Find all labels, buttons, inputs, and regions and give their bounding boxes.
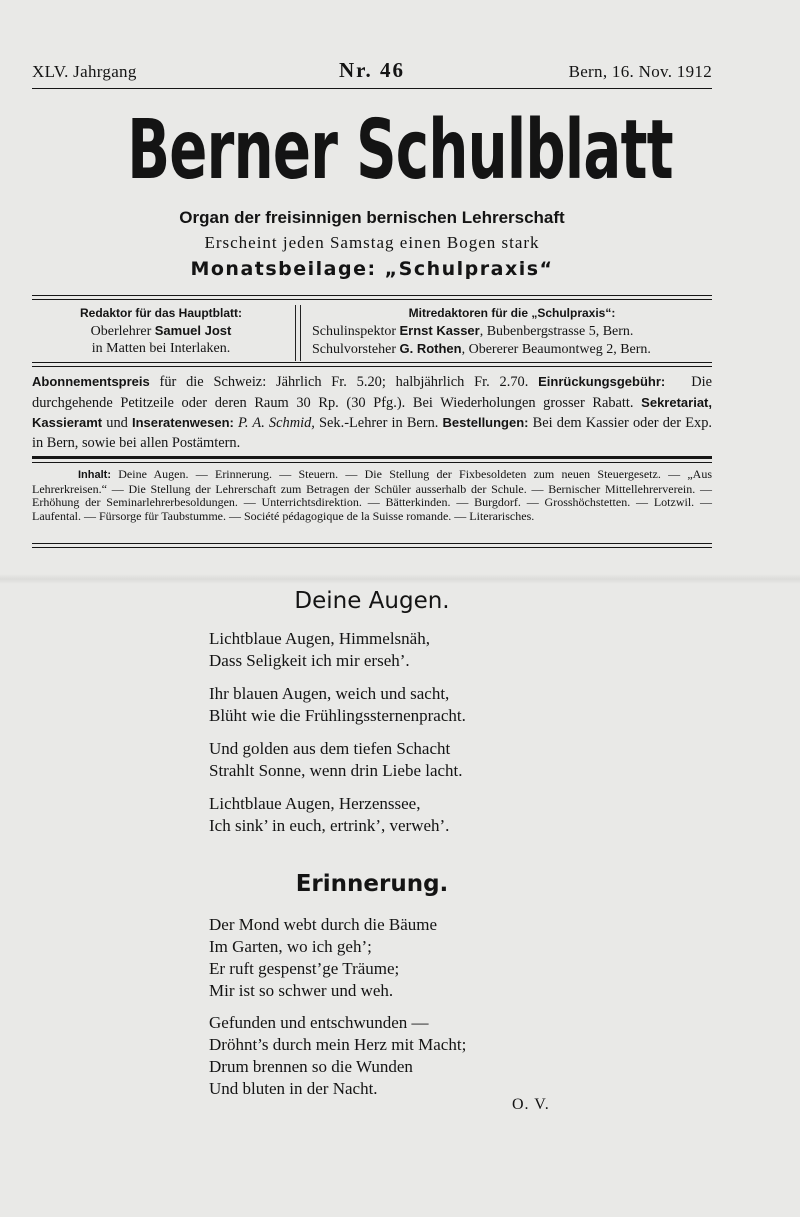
poem1-stanza	[209, 683, 589, 727]
subscription-price-text: für die Schweiz: Jährlich Fr. 5.20; halbjährlich Fr. 2.70.	[149, 374, 539, 390]
secretariat-join: und	[102, 415, 132, 431]
poem-line: Ihr blauen Augen, weich und sacht,	[209, 684, 450, 703]
poem2-stanza	[209, 914, 589, 1002]
poem-title-deine-augen: Deine Augen.	[294, 588, 450, 614]
editors-top-rule-2	[32, 299, 712, 300]
poem-line: Ich sink’ in euch, ertrink’, verweh’.	[209, 816, 450, 835]
masthead-rule	[32, 88, 712, 89]
editors-box	[32, 305, 712, 359]
subtitle-schedule: Erscheint jeden Samstag einen Bogen stark	[204, 233, 540, 252]
chief-editor-title: Oberlehrer	[90, 324, 155, 339]
poem1-stanza	[209, 793, 589, 837]
orders-text: Bei dem Kassier oder der Exp. in Bern, sowie bei allen Postämtern.	[32, 415, 712, 451]
poem-line: Strahlt Sonne, wenn drin Liebe lacht.	[209, 761, 463, 780]
poem1-stanza	[209, 628, 589, 672]
co-editor-1-address: , Bubenbergstrasse 5, Bern.	[479, 324, 634, 339]
paper-fold	[0, 574, 800, 584]
contents-bottom-rule-2	[32, 547, 712, 548]
chief-editor-name-line	[32, 322, 290, 340]
poem-line: Dröhnt’s durch mein Herz mit Macht;	[209, 1035, 467, 1054]
co-editors-heading: Mitredaktoren für die „Schulpraxis“:	[408, 306, 616, 320]
co-editor-1	[312, 322, 712, 340]
subtitle-supplement: Monatsbeilage: „Schulpraxis“	[190, 258, 554, 280]
issue-number: Nr. 46	[338, 58, 406, 82]
poem-line: Drum brennen so die Wunden	[209, 1057, 413, 1076]
poem-line: Er ruft gespenst’ge Träume;	[209, 959, 400, 978]
editors-bottom-rule-2	[32, 366, 712, 367]
subscription-info	[32, 372, 712, 453]
place-date: Bern, 16. Nov. 1912	[568, 62, 712, 81]
masthead-top-line	[32, 58, 712, 84]
poem-line: Im Garten, wo ich geh’;	[209, 937, 372, 956]
chief-editor	[32, 305, 290, 357]
co-editor-2-address: , Obererer Beaumontweg 2, Bern.	[461, 342, 651, 357]
advertising-label: Inseratenwesen:	[131, 415, 234, 430]
poem-line: Lichtblaue Augen, Himmelsnäh,	[209, 629, 430, 648]
poem-line: Und golden aus dem tiefen Schacht	[209, 739, 451, 758]
contents-text: Deine Augen. — Erinnerung. — Steuern. — Die Stellung der Fixbesoldeten zum neuen Steuergesetz. — „Aus Lehrerkreisen.“ — Die Stellung der Lehrerschaft zum Betragen der Schüler ausserhalb der Schule. — Bernischer Mittellehrerverein. — Erhöhung der Seminarlehrerbesoldungen. — Unterrichtsdirektion. — Bätterkinden. — Burgdorf. — Grosshöchstetten. — Lotzwil. — Laufental. — Fürsorge für Taubstumme. — Société pédagogique de la Suisse romande. — Literarisches.	[32, 467, 712, 523]
co-editor-1-name: Ernst Kasser	[399, 323, 480, 338]
insertion-fee-text: Die durchgehende Petitzeile oder deren Raum 30 Rp. (30 Pfg.). Bei Wiederholungen grosser Rabatt.	[32, 374, 712, 411]
poem-line: Der Mond webt durch die Bäume	[209, 915, 438, 934]
editors-bottom-rule	[32, 362, 712, 363]
chief-editor-heading: Redaktor für das Hauptblatt:	[79, 306, 242, 320]
poem2-stanza	[209, 1012, 589, 1100]
co-editor-2	[312, 340, 712, 358]
table-of-contents	[32, 468, 712, 523]
advertising-contact: P. A. Schmid,	[238, 415, 315, 431]
poem1-stanza	[209, 738, 589, 782]
insertion-fee-label: Einrückungsgebühr:	[538, 374, 666, 389]
editors-divider	[295, 305, 301, 361]
co-editor-2-title: Schulvorsteher	[312, 342, 400, 357]
contents-top-rule-2	[32, 462, 712, 463]
poem-line: Lichtblaue Augen, Herzenssee,	[209, 794, 421, 813]
poem-line: Dass Seligkeit ich mir erseh’.	[209, 651, 410, 670]
poem-line: Mir ist so schwer und weh.	[209, 981, 394, 1000]
poem-line: Und bluten in der Nacht.	[209, 1079, 378, 1098]
newspaper-title: Berner Schulblatt	[127, 103, 673, 198]
subscription-price-label: Abonnementspreis	[32, 374, 150, 389]
co-editor-2-name: G. Rothen	[399, 341, 462, 356]
editors-top-rule	[32, 295, 712, 296]
chief-editor-address: in Matten bei Interlaken.	[91, 341, 231, 356]
poem-line: Gefunden und entschwunden —	[209, 1013, 429, 1032]
advertising-contact-role: Sek.-Lehrer in Bern.	[314, 415, 443, 431]
poem-title-erinnerung: Erinnerung.	[295, 871, 449, 897]
contents-bottom-rule	[32, 543, 712, 544]
chief-editor-name: Samuel Jost	[154, 323, 232, 338]
volume-label: XLV. Jahrgang	[32, 62, 137, 81]
poem-signature: O. V.	[512, 1096, 550, 1113]
co-editors	[312, 305, 712, 358]
subscription-paragraph	[32, 372, 712, 453]
subtitle-organ: Organ der freisinnigen bernischen Lehrerschaft	[179, 208, 565, 227]
orders-label: Bestellungen:	[442, 415, 529, 430]
secretariat-label: Sekretariat, Kassieramt	[32, 394, 712, 430]
poem-line: Blüht wie die Frühlingssternenpracht.	[209, 706, 466, 725]
contents-label: Inhalt:	[78, 469, 111, 481]
co-editor-1-title: Schulinspektor	[312, 324, 400, 339]
contents-top-rule	[32, 456, 712, 459]
